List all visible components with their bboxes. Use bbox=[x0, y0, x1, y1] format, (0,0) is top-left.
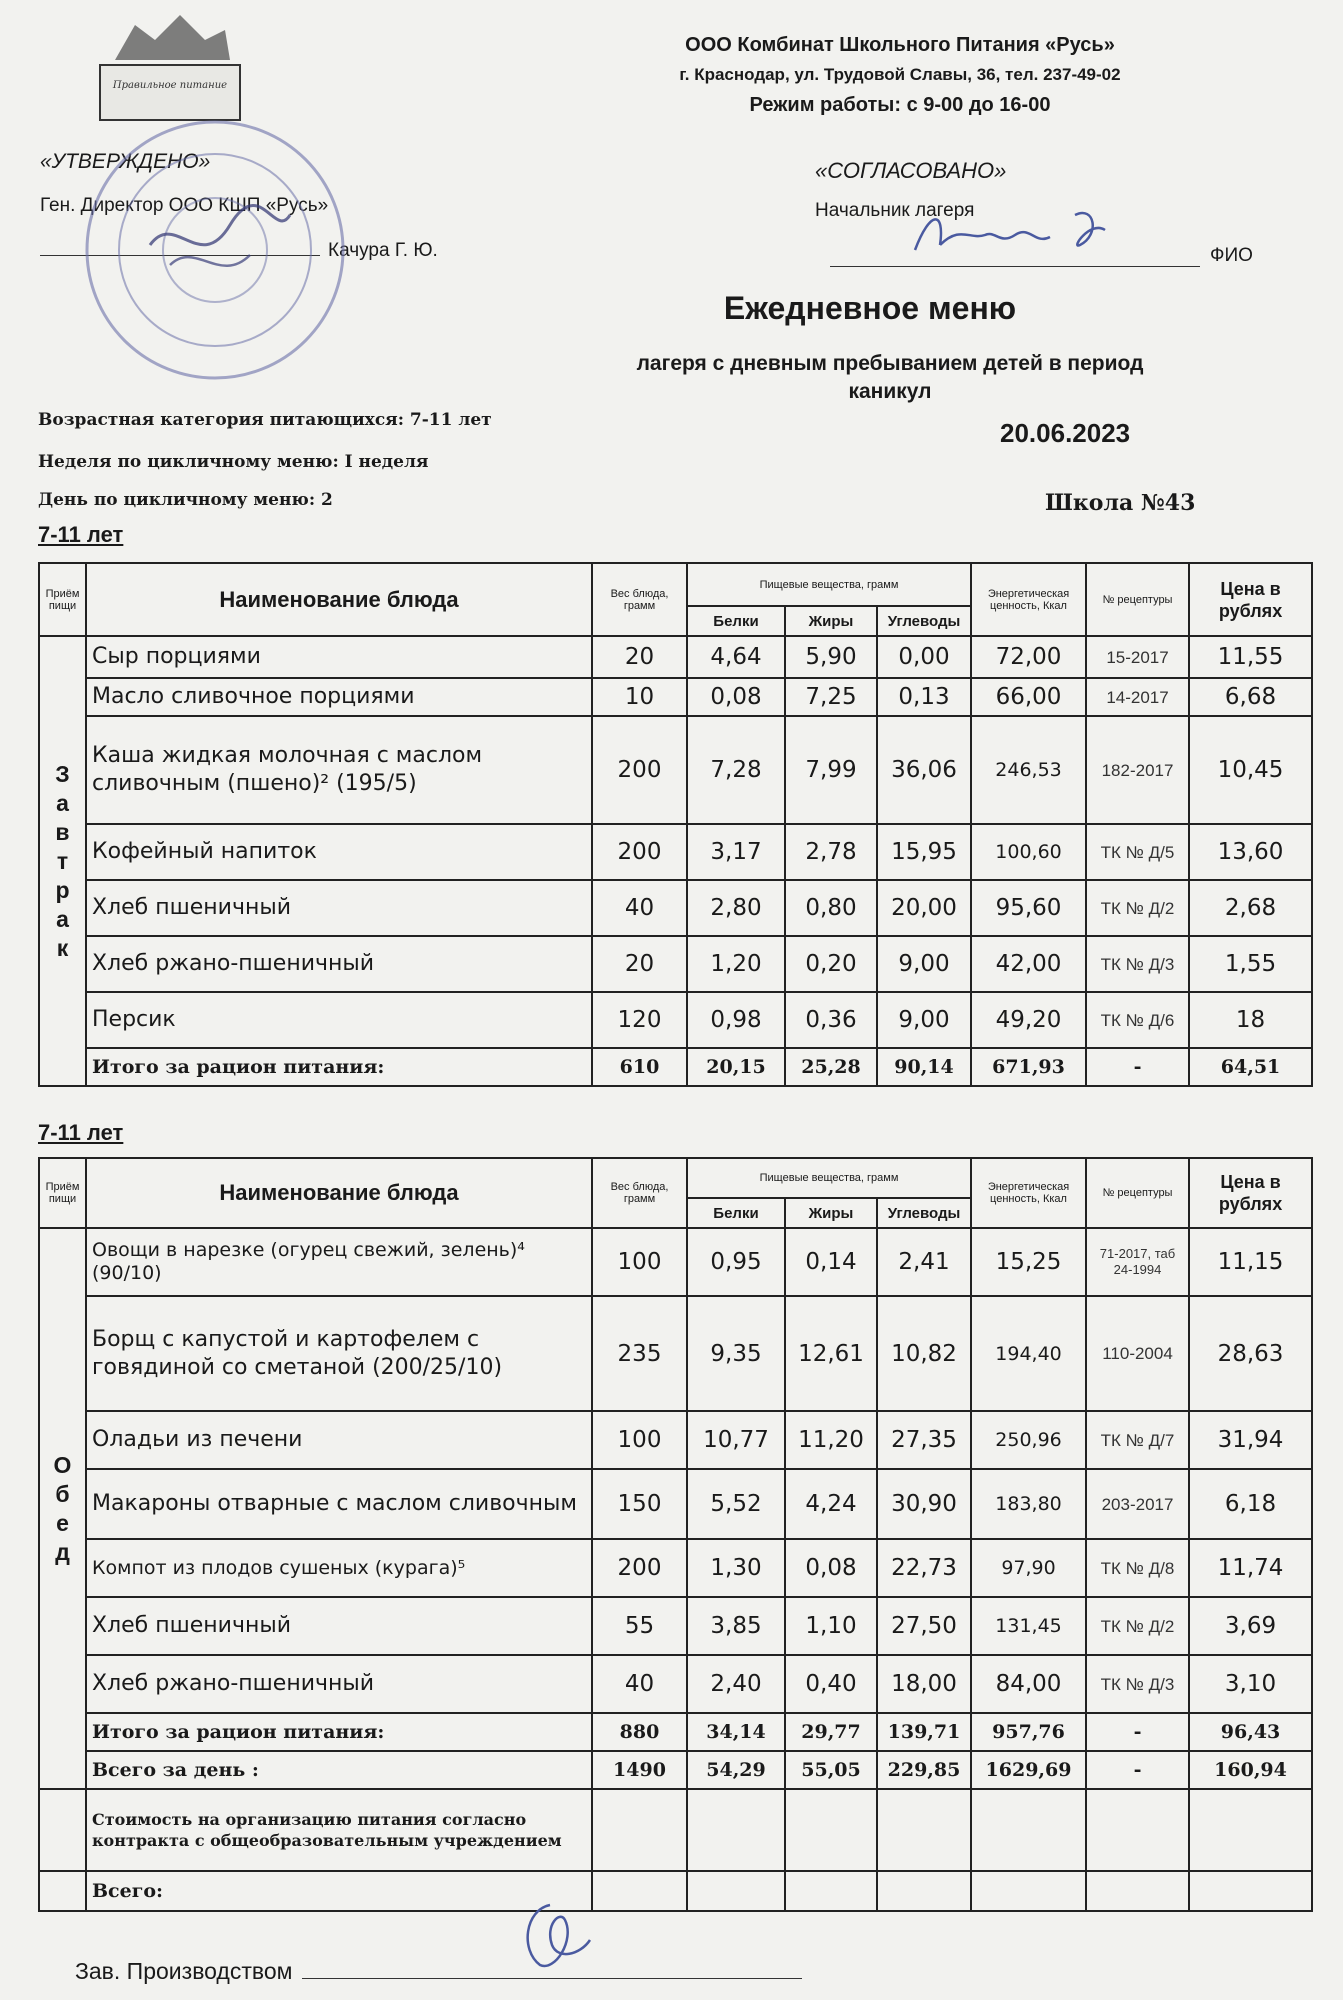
total-price: 64,51 bbox=[1189, 1048, 1312, 1086]
col-protein: Белки bbox=[687, 606, 785, 636]
dish-carbs: 0,00 bbox=[877, 636, 971, 678]
dish-price: 11,74 bbox=[1189, 1539, 1312, 1597]
dish-fat: 0,20 bbox=[785, 936, 877, 992]
dish-protein: 7,28 bbox=[687, 716, 785, 824]
dish-protein: 5,52 bbox=[687, 1469, 785, 1539]
dish-price: 13,60 bbox=[1189, 824, 1312, 880]
dish-carbs: 9,00 bbox=[877, 992, 971, 1048]
day-total-fat: 55,05 bbox=[785, 1751, 877, 1789]
dish-carbs: 0,13 bbox=[877, 678, 971, 716]
dish-protein: 1,20 bbox=[687, 936, 785, 992]
dish-name: Оладьи из печени bbox=[86, 1411, 592, 1469]
dish-weight: 100 bbox=[592, 1411, 687, 1469]
dish-recipe: ТК № Д/5 bbox=[1086, 824, 1189, 880]
agreed-position: Начальник лагеря bbox=[815, 200, 975, 221]
dish-energy: 72,00 bbox=[971, 636, 1086, 678]
dish-price: 1,55 bbox=[1189, 936, 1312, 992]
dish-name: Сыр порциями bbox=[86, 636, 592, 678]
empty-cell bbox=[39, 1789, 86, 1871]
dish-energy: 183,80 bbox=[971, 1469, 1086, 1539]
dish-price: 6,18 bbox=[1189, 1469, 1312, 1539]
menu-subtitle: лагеря с дневным пребыванием детей в период каникул bbox=[636, 352, 1144, 403]
dish-weight: 235 bbox=[592, 1296, 687, 1411]
day-total-carbs: 229,85 bbox=[877, 1751, 971, 1789]
col-nutrients: Пищевые вещества, грамм bbox=[687, 563, 971, 606]
dish-price: 2,68 bbox=[1189, 880, 1312, 936]
dish-recipe: ТК № Д/3 bbox=[1086, 936, 1189, 992]
table-row bbox=[39, 1411, 1312, 1469]
col-dish: Наименование блюда bbox=[86, 563, 592, 636]
dish-carbs: 15,95 bbox=[877, 824, 971, 880]
table-row bbox=[39, 716, 1312, 824]
table-row bbox=[39, 992, 1312, 1048]
col-carbs: Углеводы bbox=[877, 606, 971, 636]
dish-weight: 20 bbox=[592, 636, 687, 678]
company-name: ООО Комбинат Школьного Питания «Русь» bbox=[685, 34, 1115, 56]
dish-energy: 49,20 bbox=[971, 992, 1086, 1048]
breakfast-table bbox=[38, 562, 1313, 1087]
col-carbs: Углеводы bbox=[877, 1198, 971, 1228]
table-header-row bbox=[39, 1158, 1312, 1198]
empty-cell bbox=[1189, 1871, 1312, 1911]
dish-energy: 84,00 bbox=[971, 1655, 1086, 1713]
approved-name: Качура Г. Ю. bbox=[328, 240, 438, 261]
dish-protein: 1,30 bbox=[687, 1539, 785, 1597]
dish-fat: 0,40 bbox=[785, 1655, 877, 1713]
company-header bbox=[620, 30, 1180, 120]
empty-cell bbox=[877, 1789, 971, 1871]
dish-weight: 55 bbox=[592, 1597, 687, 1655]
table-row bbox=[39, 1539, 1312, 1597]
dish-fat: 0,80 bbox=[785, 880, 877, 936]
dish-energy: 250,96 bbox=[971, 1411, 1086, 1469]
dish-carbs: 9,00 bbox=[877, 936, 971, 992]
dish-carbs: 10,82 bbox=[877, 1296, 971, 1411]
signature-blank bbox=[830, 266, 1200, 267]
signature-blank bbox=[302, 1978, 802, 1979]
dish-weight: 100 bbox=[592, 1228, 687, 1296]
empty-cell bbox=[1086, 1871, 1189, 1911]
dish-recipe: ТК № Д/2 bbox=[1086, 880, 1189, 936]
dish-price: 28,63 bbox=[1189, 1296, 1312, 1411]
footer-label: Зав. Производством bbox=[75, 1958, 293, 1984]
dish-name: Кофейный напиток bbox=[86, 824, 592, 880]
dish-recipe: 14-2017 bbox=[1086, 678, 1189, 716]
dish-weight: 200 bbox=[592, 1539, 687, 1597]
dish-protein: 3,17 bbox=[687, 824, 785, 880]
dish-energy: 95,60 bbox=[971, 880, 1086, 936]
approved-position: Ген. Директор ООО КШП «Русь» bbox=[40, 195, 329, 216]
dish-energy: 15,25 bbox=[971, 1228, 1086, 1296]
day-total-row bbox=[39, 1751, 1312, 1789]
dish-fat: 7,99 bbox=[785, 716, 877, 824]
dish-carbs: 22,73 bbox=[877, 1539, 971, 1597]
total-recipe: - bbox=[1086, 1713, 1189, 1751]
dish-carbs: 2,41 bbox=[877, 1228, 971, 1296]
empty-cell bbox=[971, 1871, 1086, 1911]
col-meal: Приём пищи bbox=[39, 1158, 86, 1228]
dish-name: Компот из плодов сушеных (курага)⁵ bbox=[86, 1539, 592, 1597]
dish-price: 31,94 bbox=[1189, 1411, 1312, 1469]
table-row bbox=[39, 678, 1312, 716]
dish-recipe: 71-2017, таб 24-1994 bbox=[1086, 1228, 1189, 1296]
dish-recipe: 110-2004 bbox=[1086, 1296, 1189, 1411]
total-row bbox=[39, 1048, 1312, 1086]
handwritten-signature bbox=[900, 205, 1130, 265]
company-logo bbox=[95, 10, 245, 130]
col-recipe: № рецептуры bbox=[1086, 1158, 1189, 1228]
table-row bbox=[39, 936, 1312, 992]
empty-cell bbox=[687, 1871, 785, 1911]
empty-cell bbox=[971, 1789, 1086, 1871]
day-total-recipe: - bbox=[1086, 1751, 1189, 1789]
day-total-label: Всего за день : bbox=[86, 1751, 592, 1789]
empty-cell bbox=[592, 1789, 687, 1871]
dish-carbs: 36,06 bbox=[877, 716, 971, 824]
dish-fat: 4,24 bbox=[785, 1469, 877, 1539]
total-price: 96,43 bbox=[1189, 1713, 1312, 1751]
dish-price: 11,55 bbox=[1189, 636, 1312, 678]
dish-name: Макароны отварные с маслом сливочным bbox=[86, 1469, 592, 1539]
dish-name: Хлеб ржано-пшеничный bbox=[86, 936, 592, 992]
col-fat: Жиры bbox=[785, 606, 877, 636]
col-nutrients: Пищевые вещества, грамм bbox=[687, 1158, 971, 1198]
dish-recipe: ТК № Д/2 bbox=[1086, 1597, 1189, 1655]
dish-recipe: 182-2017 bbox=[1086, 716, 1189, 824]
handwritten-signature bbox=[480, 1900, 620, 1975]
dish-weight: 200 bbox=[592, 716, 687, 824]
empty-cell bbox=[877, 1871, 971, 1911]
dish-energy: 66,00 bbox=[971, 678, 1086, 716]
dish-price: 3,69 bbox=[1189, 1597, 1312, 1655]
table-row bbox=[39, 824, 1312, 880]
dish-name: Хлеб пшеничный bbox=[86, 1597, 592, 1655]
dish-name: Хлеб ржано-пшеничный bbox=[86, 1655, 592, 1713]
age-category: Возрастная категория питающихся: 7-11 лет bbox=[38, 410, 492, 430]
total-carbs: 139,71 bbox=[877, 1713, 971, 1751]
table-row bbox=[39, 1469, 1312, 1539]
col-fat: Жиры bbox=[785, 1198, 877, 1228]
dish-carbs: 20,00 bbox=[877, 880, 971, 936]
dish-fat: 5,90 bbox=[785, 636, 877, 678]
cycle-week: Неделя по цикличному меню: I неделя bbox=[38, 452, 429, 472]
dish-protein: 10,77 bbox=[687, 1411, 785, 1469]
total-energy: 671,93 bbox=[971, 1048, 1086, 1086]
total-weight: 880 bbox=[592, 1713, 687, 1751]
breakfast-age-heading: 7-11 лет bbox=[38, 522, 124, 547]
dish-energy: 100,60 bbox=[971, 824, 1086, 880]
cost-label: Стоимость на организацию питания согласно контракта с общеобразовательным учреждением bbox=[86, 1789, 592, 1871]
meal-label-breakfast: З а в т р а к bbox=[39, 636, 86, 1086]
col-price: Цена в рублях bbox=[1189, 563, 1312, 636]
dish-protein: 0,08 bbox=[687, 678, 785, 716]
table-row bbox=[39, 636, 1312, 678]
dish-name: Персик bbox=[86, 992, 592, 1048]
dish-protein: 2,40 bbox=[687, 1655, 785, 1713]
dish-recipe: ТК № Д/6 bbox=[1086, 992, 1189, 1048]
footer-signature-line bbox=[75, 1958, 802, 1985]
empty-cell bbox=[785, 1871, 877, 1911]
dish-recipe: ТК № Д/7 bbox=[1086, 1411, 1189, 1469]
meal-label-lunch: О б е д bbox=[39, 1228, 86, 1789]
day-total-protein: 54,29 bbox=[687, 1751, 785, 1789]
dish-fat: 0,08 bbox=[785, 1539, 877, 1597]
dish-name: Хлеб пшеничный bbox=[86, 880, 592, 936]
dish-weight: 120 bbox=[592, 992, 687, 1048]
total-fat: 25,28 bbox=[785, 1048, 877, 1086]
approved-title: «УТВЕРЖДЕНО» bbox=[40, 150, 211, 173]
dish-weight: 150 bbox=[592, 1469, 687, 1539]
col-recipe: № рецептуры bbox=[1086, 563, 1189, 636]
col-price: Цена в рублях bbox=[1189, 1158, 1312, 1228]
dish-weight: 20 bbox=[592, 936, 687, 992]
col-protein: Белки bbox=[687, 1198, 785, 1228]
cycle-day: День по цикличному меню: 2 bbox=[38, 490, 333, 510]
col-energy: Энергетическая ценность, Ккал bbox=[971, 563, 1086, 636]
dish-energy: 194,40 bbox=[971, 1296, 1086, 1411]
dish-name: Масло сливочное порциями bbox=[86, 678, 592, 716]
dish-protein: 0,98 bbox=[687, 992, 785, 1048]
company-address: г. Краснодар, ул. Трудовой Славы, 36, тел. 237-49-02 bbox=[679, 65, 1121, 84]
dish-fat: 7,25 bbox=[785, 678, 877, 716]
logo-text: Правильное питание bbox=[112, 80, 228, 91]
empty-cell bbox=[687, 1789, 785, 1871]
dish-name: Овощи в нарезке (огурец свежий, зелень)⁴ (90/10) bbox=[86, 1228, 592, 1296]
dish-recipe: 203-2017 bbox=[1086, 1469, 1189, 1539]
empty-cell bbox=[785, 1789, 877, 1871]
dish-name: Борщ с капустой и картофелем с говядиной со сметаной (200/25/10) bbox=[86, 1296, 592, 1411]
total-row bbox=[39, 1713, 1312, 1751]
round-stamp bbox=[80, 115, 350, 385]
dish-fat: 2,78 bbox=[785, 824, 877, 880]
day-total-price: 160,94 bbox=[1189, 1751, 1312, 1789]
dish-carbs: 27,50 bbox=[877, 1597, 971, 1655]
dish-weight: 40 bbox=[592, 1655, 687, 1713]
col-energy: Энергетическая ценность, Ккал bbox=[971, 1158, 1086, 1228]
dish-energy: 42,00 bbox=[971, 936, 1086, 992]
total-protein: 20,15 bbox=[687, 1048, 785, 1086]
total-fat: 29,77 bbox=[785, 1713, 877, 1751]
total-carbs: 90,14 bbox=[877, 1048, 971, 1086]
dish-recipe: ТК № Д/8 bbox=[1086, 1539, 1189, 1597]
menu-title: Ежедневное меню bbox=[723, 290, 1017, 326]
total-label: Итого за рацион питания: bbox=[86, 1048, 592, 1086]
dish-weight: 40 bbox=[592, 880, 687, 936]
lunch-table bbox=[38, 1157, 1313, 1912]
dish-price: 18 bbox=[1189, 992, 1312, 1048]
col-weight: Вес блюда, грамм bbox=[592, 1158, 687, 1228]
dish-fat: 0,14 bbox=[785, 1228, 877, 1296]
dish-energy: 246,53 bbox=[971, 716, 1086, 824]
dish-protein: 9,35 bbox=[687, 1296, 785, 1411]
dish-recipe: 15-2017 bbox=[1086, 636, 1189, 678]
grand-total-row bbox=[39, 1871, 1312, 1911]
dish-fat: 1,10 bbox=[785, 1597, 877, 1655]
cost-row bbox=[39, 1789, 1312, 1871]
col-meal: Приём пищи bbox=[39, 563, 86, 636]
empty-cell bbox=[1086, 1789, 1189, 1871]
dish-protein: 0,95 bbox=[687, 1228, 785, 1296]
dish-protein: 2,80 bbox=[687, 880, 785, 936]
dish-fat: 11,20 bbox=[785, 1411, 877, 1469]
dish-weight: 10 bbox=[592, 678, 687, 716]
dish-protein: 3,85 bbox=[687, 1597, 785, 1655]
empty-cell bbox=[1189, 1789, 1312, 1871]
empty-cell bbox=[39, 1871, 86, 1911]
dish-protein: 4,64 bbox=[687, 636, 785, 678]
dish-name: Каша жидкая молочная с маслом сливочным (пшено)² (195/5) bbox=[86, 716, 592, 824]
table-row bbox=[39, 1228, 1312, 1296]
col-weight: Вес блюда, грамм bbox=[592, 563, 687, 636]
total-protein: 34,14 bbox=[687, 1713, 785, 1751]
table-header-row bbox=[39, 563, 1312, 606]
table-row bbox=[39, 1655, 1312, 1713]
dish-fat: 0,36 bbox=[785, 992, 877, 1048]
agreed-title: «СОГЛАСОВАНО» bbox=[815, 158, 1007, 183]
lunch-age-heading: 7-11 лет bbox=[38, 1120, 124, 1145]
dish-energy: 131,45 bbox=[971, 1597, 1086, 1655]
dish-price: 3,10 bbox=[1189, 1655, 1312, 1713]
dish-carbs: 18,00 bbox=[877, 1655, 971, 1713]
school-name: Школа №43 bbox=[1045, 490, 1196, 516]
grand-total-label: Всего: bbox=[86, 1871, 592, 1911]
table-row bbox=[39, 1296, 1312, 1411]
table-row bbox=[39, 1597, 1312, 1655]
dish-fat: 12,61 bbox=[785, 1296, 877, 1411]
dish-recipe: ТК № Д/3 bbox=[1086, 1655, 1189, 1713]
dish-price: 6,68 bbox=[1189, 678, 1312, 716]
total-energy: 957,76 bbox=[971, 1713, 1086, 1751]
day-total-weight: 1490 bbox=[592, 1751, 687, 1789]
total-recipe: - bbox=[1086, 1048, 1189, 1086]
company-hours: Режим работы: с 9-00 до 16-00 bbox=[749, 94, 1051, 116]
dish-price: 11,15 bbox=[1189, 1228, 1312, 1296]
dish-price: 10,45 bbox=[1189, 716, 1312, 824]
total-weight: 610 bbox=[592, 1048, 687, 1086]
col-dish: Наименование блюда bbox=[86, 1158, 592, 1228]
table-row bbox=[39, 880, 1312, 936]
dish-carbs: 30,90 bbox=[877, 1469, 971, 1539]
fio-label: ФИО bbox=[1210, 245, 1253, 266]
dish-carbs: 27,35 bbox=[877, 1411, 971, 1469]
total-label: Итого за рацион питания: bbox=[86, 1713, 592, 1751]
dish-weight: 200 bbox=[592, 824, 687, 880]
day-total-energy: 1629,69 bbox=[971, 1751, 1086, 1789]
menu-date: 20.06.2023 bbox=[1000, 418, 1131, 448]
dish-energy: 97,90 bbox=[971, 1539, 1086, 1597]
